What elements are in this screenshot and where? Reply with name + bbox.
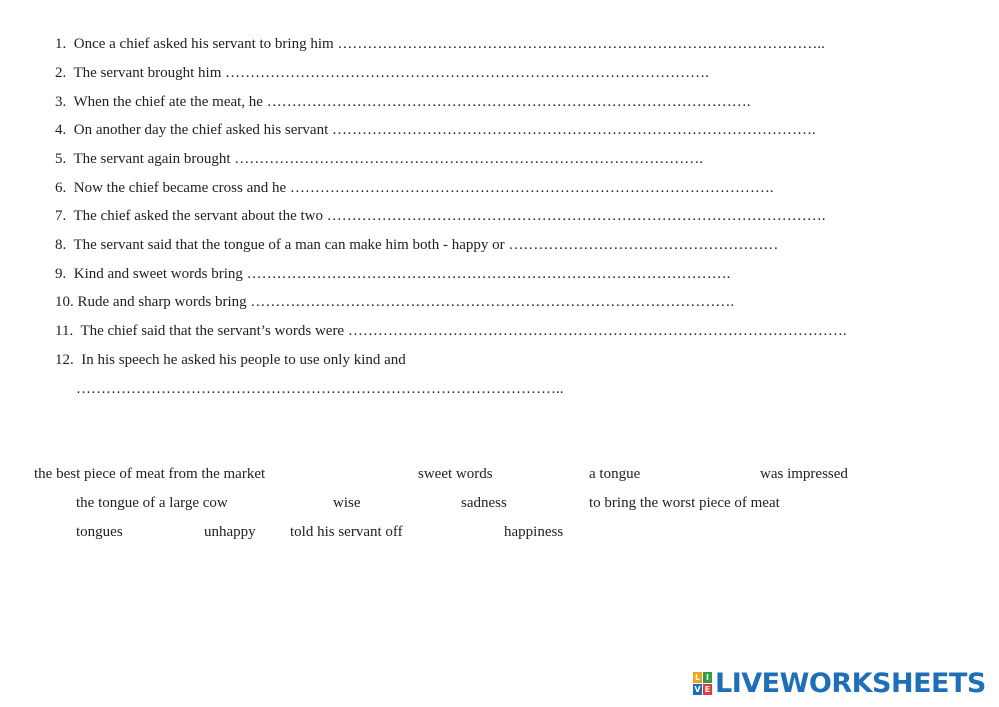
question-5 bbox=[55, 150, 703, 168]
liveworksheets-logo bbox=[693, 668, 986, 698]
question-12 bbox=[55, 351, 406, 369]
question-text: When the chief ate the meat, he bbox=[73, 94, 263, 110]
answer-blank[interactable]: ……………………………………………………………………………………. bbox=[246, 266, 731, 282]
question-text: The chief asked the servant about the two bbox=[73, 208, 323, 224]
question-number: 6. bbox=[55, 180, 67, 196]
question-number: 7. bbox=[55, 208, 67, 224]
answer-blank[interactable]: …………………………………………………………………………………….. bbox=[76, 381, 564, 397]
word-bank-item[interactable]: was impressed bbox=[760, 466, 848, 482]
answer-blank[interactable]: ………………………………………………………………………………………. bbox=[347, 323, 847, 339]
question-number: 4. bbox=[55, 122, 67, 138]
question-8 bbox=[55, 236, 778, 254]
question-number: 5. bbox=[55, 151, 67, 167]
question-1 bbox=[55, 35, 825, 53]
question-4 bbox=[55, 121, 816, 139]
question-text: The chief said that the servant’s words were bbox=[80, 323, 345, 339]
question-text: On another day the chief asked his servant bbox=[73, 122, 329, 138]
word-bank-item[interactable]: to bring the worst piece of meat bbox=[589, 495, 780, 511]
answer-blank[interactable]: …………………………………………………………………………………….. bbox=[337, 36, 825, 52]
question-text: Kind and sweet words bring bbox=[73, 266, 243, 282]
question-2 bbox=[55, 64, 709, 82]
word-bank-item[interactable]: a tongue bbox=[589, 466, 641, 482]
word-bank-item[interactable]: happiness bbox=[504, 524, 564, 540]
question-number: 10. bbox=[55, 294, 74, 310]
question-text: Rude and sharp words bring bbox=[77, 294, 247, 310]
answer-blank[interactable]: ……………………………………………………………………………………. bbox=[289, 180, 774, 196]
question-text: In his speech he asked his people to use only kind and bbox=[81, 352, 406, 368]
question-text: The servant brought him bbox=[73, 65, 222, 81]
word-bank-item[interactable]: the tongue of a large cow bbox=[76, 495, 228, 511]
answer-blank[interactable]: …………………………………………………………………………………. bbox=[234, 151, 704, 167]
question-12-answer-line bbox=[76, 380, 564, 398]
question-number: 1. bbox=[55, 36, 67, 52]
word-bank-item[interactable]: told his servant off bbox=[290, 524, 403, 540]
question-text: The servant again brought bbox=[73, 151, 231, 167]
question-6 bbox=[55, 179, 774, 197]
logo-wordmark: LIVEWORKSHEETS bbox=[715, 667, 986, 699]
question-number: 9. bbox=[55, 266, 67, 282]
word-bank-item[interactable]: tongues bbox=[76, 524, 123, 540]
answer-blank[interactable]: ……………………………………………… bbox=[508, 237, 779, 253]
question-text: Once a chief asked his servant to bring him bbox=[73, 36, 334, 52]
question-number: 3. bbox=[55, 94, 67, 110]
answer-blank[interactable]: ………………………………………………………………………………………. bbox=[326, 208, 826, 224]
logo-mark-tile: V bbox=[694, 684, 701, 694]
word-bank-item[interactable]: wise bbox=[333, 495, 361, 511]
answer-blank[interactable]: ……………………………………………………………………………………. bbox=[332, 122, 816, 138]
question-number: 8. bbox=[55, 237, 67, 253]
word-bank-item[interactable]: unhappy bbox=[204, 524, 256, 540]
question-number: 2. bbox=[55, 65, 67, 81]
question-3 bbox=[55, 93, 750, 111]
question-text: The servant said that the tongue of a man can make him both - happy or bbox=[73, 237, 505, 253]
answer-blank[interactable]: ……………………………………………………………………………………. bbox=[225, 65, 709, 81]
logo-mark-tile: I bbox=[703, 672, 712, 683]
question-11 bbox=[55, 322, 847, 340]
word-bank-item[interactable]: sweet words bbox=[418, 466, 493, 482]
question-10 bbox=[55, 293, 734, 311]
word-bank-item[interactable]: sadness bbox=[461, 495, 507, 511]
logo-mark-tile: L bbox=[694, 672, 701, 682]
question-9 bbox=[55, 265, 730, 283]
logo-mark-icon bbox=[693, 672, 712, 695]
question-text: Now the chief became cross and he bbox=[73, 180, 287, 196]
question-number: 11. bbox=[55, 323, 74, 339]
answer-blank[interactable]: ……………………………………………………………………………………. bbox=[250, 294, 735, 310]
question-number: 12. bbox=[55, 352, 74, 368]
answer-blank[interactable]: ……………………………………………………………………………………. bbox=[266, 94, 751, 110]
word-bank-item[interactable]: the best piece of meat from the market bbox=[34, 466, 266, 482]
logo-mark-tile: E bbox=[704, 684, 711, 694]
question-7 bbox=[55, 207, 825, 225]
